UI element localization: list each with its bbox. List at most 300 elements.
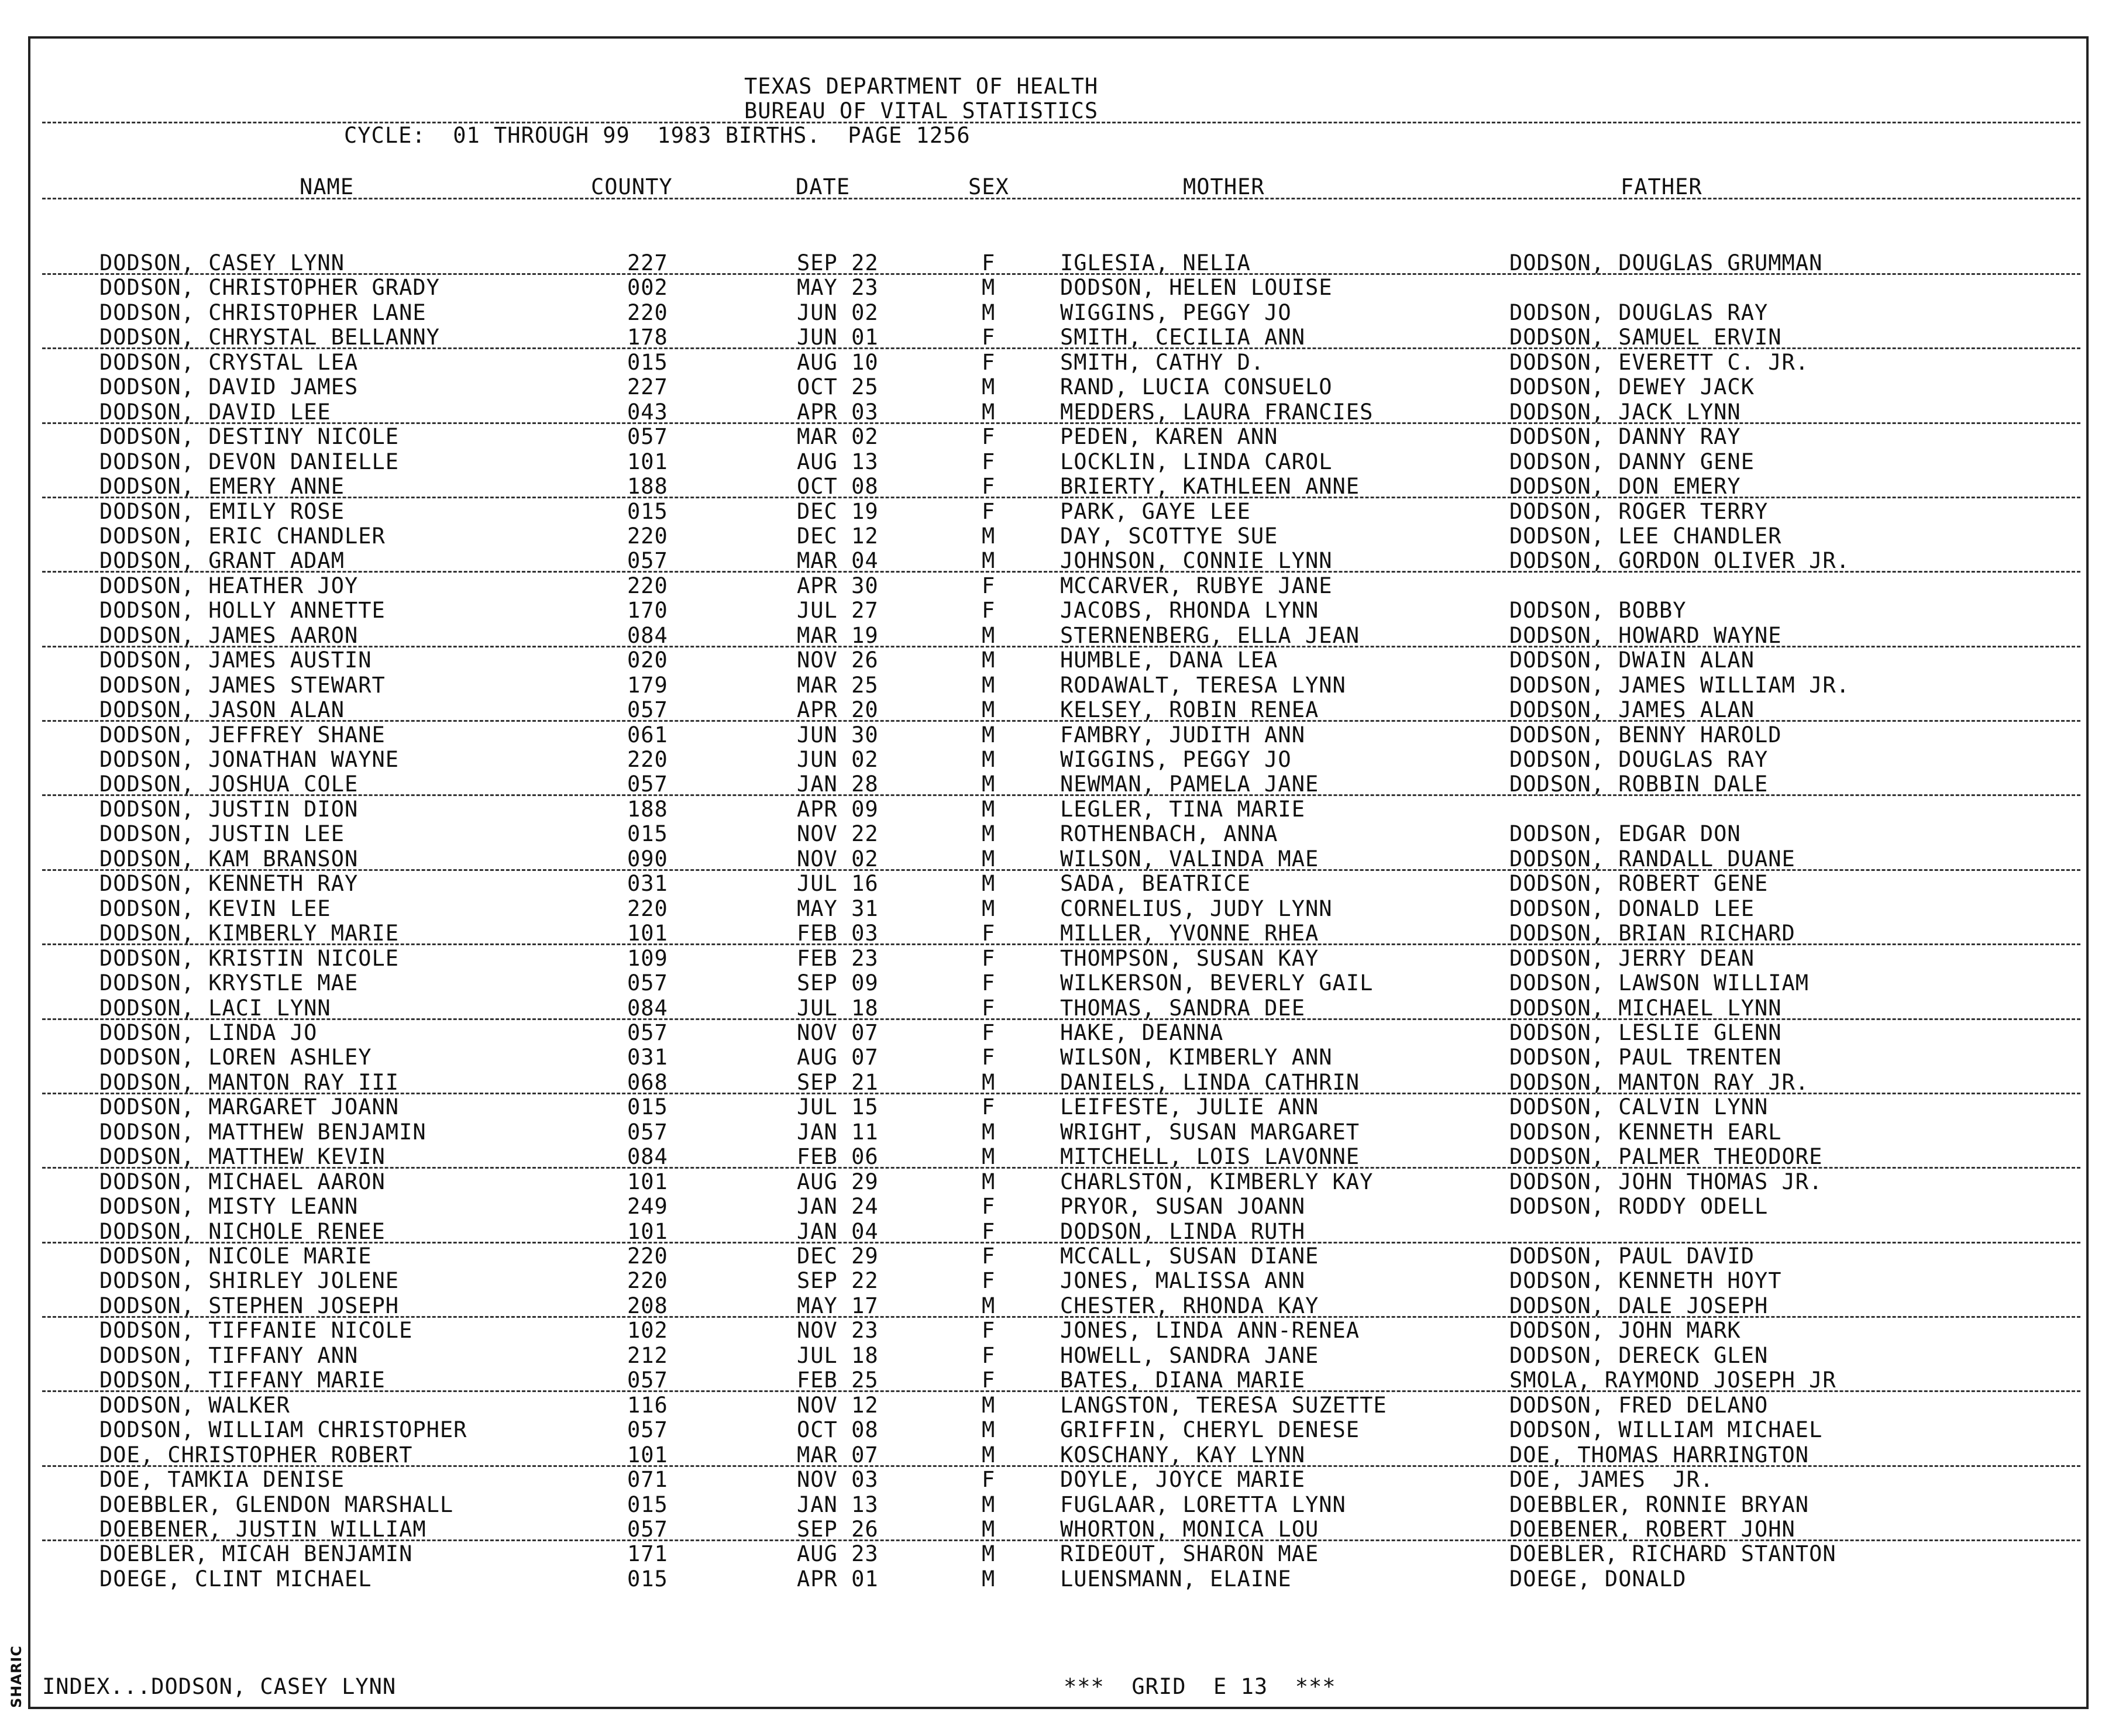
cell-sex: F <box>982 1194 996 1220</box>
cell-date: JUN 01 <box>797 325 879 350</box>
table-row <box>0 972 2112 995</box>
cell-county: 220 <box>627 1244 668 1269</box>
index-label: INDEX...DODSON, CASEY LYNN <box>42 1674 397 1699</box>
cell-mother: MEDDERS, LAURA FRANCIES <box>1060 399 1374 425</box>
cell-county: 061 <box>627 722 668 748</box>
cell-mother: SMITH, CATHY D. <box>1060 349 1265 375</box>
cell-date: MAY 23 <box>797 275 879 301</box>
cell-name: DODSON, JAMES AARON <box>99 622 359 648</box>
cell-county: 101 <box>627 449 668 474</box>
table-row <box>0 1369 2112 1392</box>
cell-sex: F <box>982 1318 996 1344</box>
cell-mother: RIDEOUT, SHARON MAE <box>1060 1541 1319 1567</box>
row-rule <box>42 497 2080 498</box>
table-row <box>0 897 2112 921</box>
cell-sex: M <box>982 1516 996 1542</box>
cell-date: AUG 29 <box>797 1169 879 1194</box>
cell-county: 057 <box>627 970 668 996</box>
cell-mother: JONES, LINDA ANN-RENEA <box>1060 1318 1360 1344</box>
cell-date: MAY 31 <box>797 895 879 921</box>
cell-county: 057 <box>627 697 668 723</box>
cell-date: DEC 19 <box>797 498 879 524</box>
cell-county: 227 <box>627 250 668 275</box>
cell-name: DODSON, TIFFANY ANN <box>99 1342 359 1368</box>
cell-county: 057 <box>627 771 668 797</box>
table-row <box>0 798 2112 821</box>
table-row <box>0 724 2112 747</box>
table-row <box>0 947 2112 970</box>
cell-county: 116 <box>627 1392 668 1418</box>
cell-sex: M <box>982 1069 996 1095</box>
cell-name: DODSON, KRISTIN NICOLE <box>99 945 400 971</box>
cell-date: APR 30 <box>797 573 879 598</box>
cell-county: 220 <box>627 573 668 598</box>
cell-mother: KOSCHANY, KAY LYNN <box>1060 1442 1305 1468</box>
cell-name: DODSON, SHIRLEY JOLENE <box>99 1268 400 1294</box>
cell-sex: M <box>982 1293 996 1318</box>
cell-sex: M <box>982 722 996 748</box>
cell-mother: KELSEY, ROBIN RENEA <box>1060 697 1319 723</box>
cell-name: DODSON, MICHAEL AARON <box>99 1169 386 1194</box>
cell-county: 057 <box>627 1417 668 1443</box>
cell-sex: M <box>982 1492 996 1517</box>
cell-father: DODSON, MANTON RAY JR. <box>1509 1069 1810 1095</box>
cell-mother: WILKERSON, BEVERLY GAIL <box>1060 970 1374 996</box>
cell-county: 188 <box>627 796 668 822</box>
cell-name: DODSON, JAMES STEWART <box>99 672 386 698</box>
cell-father: DODSON, LAWSON WILLIAM <box>1509 970 1810 996</box>
cell-county: 084 <box>627 622 668 648</box>
cell-name: DODSON, JOSHUA COLE <box>99 771 359 797</box>
cell-mother: LEIFESTE, JULIE ANN <box>1060 1094 1319 1120</box>
cell-name: DODSON, JAMES AUSTIN <box>99 647 372 673</box>
cell-name: DOEBLER, MICAH BENJAMIN <box>99 1541 413 1567</box>
cell-father: DODSON, GORDON OLIVER JR. <box>1509 548 1850 574</box>
cell-date: APR 01 <box>797 1566 879 1592</box>
cell-county: 090 <box>627 846 668 872</box>
cell-county: 015 <box>627 1566 668 1592</box>
cell-mother: HAKE, DEANNA <box>1060 1019 1224 1045</box>
cell-sex: F <box>982 1368 996 1393</box>
cell-father: DODSON, PAUL DAVID <box>1509 1244 1755 1269</box>
cell-father: DODSON, JERRY DEAN <box>1509 945 1755 971</box>
cell-sex: F <box>982 1467 996 1493</box>
table-row <box>0 1518 2112 1541</box>
table-row <box>0 1344 2112 1368</box>
table-row <box>0 922 2112 945</box>
cell-date: JAN 04 <box>797 1218 879 1244</box>
cell-name: DODSON, ERIC CHANDLER <box>99 523 386 549</box>
cell-sex: M <box>982 548 996 574</box>
cell-name: DODSON, WILLIAM CHRISTOPHER <box>99 1417 467 1443</box>
cell-sex: M <box>982 1144 996 1170</box>
cell-name: DODSON, LACI LYNN <box>99 995 331 1021</box>
cell-county: 179 <box>627 672 668 698</box>
cell-sex: M <box>982 697 996 723</box>
cell-date: SEP 21 <box>797 1069 879 1095</box>
cell-county: 102 <box>627 1318 668 1344</box>
cell-name: DODSON, KAM BRANSON <box>99 846 359 872</box>
column-header-rule <box>42 198 2080 199</box>
cycle-line: CYCLE: 01 THROUGH 99 1983 BIRTHS. PAGE 1256 <box>344 123 971 148</box>
cell-father: DODSON, SAMUEL ERVIN <box>1509 325 1782 350</box>
row-rule <box>42 943 2080 945</box>
cell-father: DODSON, DANNY RAY <box>1509 424 1741 450</box>
table-row <box>0 1394 2112 1417</box>
cell-name: DODSON, CHRISTOPHER GRADY <box>99 275 440 301</box>
cell-date: APR 09 <box>797 796 879 822</box>
cell-county: 220 <box>627 299 668 325</box>
cell-mother: ROTHENBACH, ANNA <box>1060 821 1278 847</box>
cell-father: DODSON, ROGER TERRY <box>1509 498 1769 524</box>
cell-date: DEC 29 <box>797 1244 879 1269</box>
cell-date: NOV 02 <box>797 846 879 872</box>
cell-name: DODSON, NICOLE MARIE <box>99 1244 372 1269</box>
cell-sex: M <box>982 821 996 847</box>
cell-county: 101 <box>627 1442 668 1468</box>
cell-date: MAR 02 <box>797 424 879 450</box>
table-row <box>0 848 2112 871</box>
table-row <box>0 401 2112 424</box>
cell-father: DODSON, DEWEY JACK <box>1509 374 1755 400</box>
cell-sex: F <box>982 1045 996 1070</box>
cell-sex: M <box>982 1417 996 1443</box>
cell-county: 220 <box>627 747 668 772</box>
cell-sex: F <box>982 349 996 375</box>
cell-father: DODSON, JOHN THOMAS JR. <box>1509 1169 1823 1194</box>
cell-father: DODSON, DOUGLAS GRUMMAN <box>1509 250 1823 275</box>
cell-name: DODSON, JASON ALAN <box>99 697 345 723</box>
side-label: SHARIC <box>8 1645 25 1708</box>
cell-father: DODSON, DON EMERY <box>1509 474 1741 500</box>
cell-date: NOV 23 <box>797 1318 879 1344</box>
cell-mother: DAY, SCOTTYE SUE <box>1060 523 1278 549</box>
cell-father: DODSON, DANNY GENE <box>1509 449 1755 474</box>
cell-mother: WIGGINS, PEGGY JO <box>1060 299 1292 325</box>
cell-date: OCT 08 <box>797 1417 879 1443</box>
cell-mother: LOCKLIN, LINDA CAROL <box>1060 449 1333 474</box>
cell-father: DOEBENER, ROBERT JOHN <box>1509 1516 1795 1542</box>
column-header-date: DATE <box>796 174 851 199</box>
table-row <box>0 1021 2112 1045</box>
cell-mother: LANGSTON, TERESA SUZETTE <box>1060 1392 1387 1418</box>
cell-sex: F <box>982 945 996 971</box>
cell-sex: M <box>982 647 996 673</box>
cell-father: DODSON, DWAIN ALAN <box>1509 647 1755 673</box>
cell-county: 057 <box>627 1516 668 1542</box>
cell-date: FEB 06 <box>797 1144 879 1170</box>
table-row <box>0 624 2112 647</box>
cell-county: 002 <box>627 275 668 301</box>
cell-name: DODSON, JONATHAN WAYNE <box>99 747 400 772</box>
table-row <box>0 599 2112 622</box>
cell-father: DODSON, PAUL TRENTEN <box>1509 1045 1782 1070</box>
cell-sex: M <box>982 299 996 325</box>
cell-mother: MITCHELL, LOIS LAVONNE <box>1060 1144 1360 1170</box>
cell-name: DOEGE, CLINT MICHAEL <box>99 1566 372 1592</box>
cell-sex: F <box>982 498 996 524</box>
cell-mother: WRIGHT, SUSAN MARGARET <box>1060 1119 1360 1145</box>
cell-father: DODSON, BRIAN RICHARD <box>1509 921 1795 946</box>
cell-name: DODSON, JUSTIN DION <box>99 796 359 822</box>
table-row <box>0 450 2112 474</box>
cell-mother: JACOBS, RHONDA LYNN <box>1060 598 1319 624</box>
cell-name: DODSON, KRYSTLE MAE <box>99 970 359 996</box>
table-row <box>0 1145 2112 1169</box>
cell-name: DODSON, HOLLY ANNETTE <box>99 598 386 624</box>
cell-father: DODSON, ROBBIN DALE <box>1509 771 1769 797</box>
cell-date: JUL 15 <box>797 1094 879 1120</box>
cell-name: DOEBBLER, GLENDON MARSHALL <box>99 1492 454 1517</box>
cell-date: JUL 18 <box>797 995 879 1021</box>
cell-mother: HOWELL, SANDRA JANE <box>1060 1342 1319 1368</box>
cell-county: 015 <box>627 498 668 524</box>
cell-father: DODSON, RANDALL DUANE <box>1509 846 1795 872</box>
cell-father: DODSON, FRED DELANO <box>1509 1392 1769 1418</box>
cell-father: DODSON, JAMES ALAN <box>1509 697 1755 723</box>
cell-mother: GRIFFIN, CHERYL DENESE <box>1060 1417 1360 1443</box>
cell-county: 068 <box>627 1069 668 1095</box>
cell-county: 249 <box>627 1194 668 1220</box>
cell-sex: F <box>982 598 996 624</box>
cell-sex: F <box>982 1218 996 1244</box>
cell-date: MAY 17 <box>797 1293 879 1318</box>
table-row <box>0 376 2112 399</box>
cell-father: DODSON, BENNY HAROLD <box>1509 722 1782 748</box>
column-header-county: COUNTY <box>591 174 673 199</box>
table-row <box>0 1046 2112 1069</box>
cell-county: 043 <box>627 399 668 425</box>
cell-sex: M <box>982 622 996 648</box>
table-row <box>0 773 2112 796</box>
cell-mother: JOHNSON, CONNIE LYNN <box>1060 548 1333 574</box>
cell-name: DODSON, HEATHER JOY <box>99 573 359 598</box>
cell-father: DOEGE, DONALD <box>1509 1566 1687 1592</box>
cell-county: 057 <box>627 1019 668 1045</box>
cell-name: DODSON, MATTHEW BENJAMIN <box>99 1119 426 1145</box>
cell-father: DODSON, DERECK GLEN <box>1509 1342 1769 1368</box>
cell-mother: WHORTON, MONICA LOU <box>1060 1516 1319 1542</box>
cell-sex: F <box>982 921 996 946</box>
cell-father: DODSON, DOUGLAS RAY <box>1509 747 1769 772</box>
cell-father: DODSON, PALMER THEODORE <box>1509 1144 1823 1170</box>
cell-county: 220 <box>627 1268 668 1294</box>
cell-date: JAN 24 <box>797 1194 879 1220</box>
cell-mother: DODSON, LINDA RUTH <box>1060 1218 1305 1244</box>
cell-father: DOE, JAMES JR. <box>1509 1467 1714 1493</box>
cell-sex: F <box>982 1244 996 1269</box>
cell-father: DODSON, HOWARD WAYNE <box>1509 622 1782 648</box>
cell-mother: DODSON, HELEN LOUISE <box>1060 275 1333 301</box>
cell-date: NOV 07 <box>797 1019 879 1045</box>
cell-name: DODSON, DEVON DANIELLE <box>99 449 400 474</box>
cell-name: DODSON, DAVID JAMES <box>99 374 359 400</box>
cell-sex: M <box>982 871 996 897</box>
cell-father: DODSON, JAMES WILLIAM JR. <box>1509 672 1850 698</box>
row-rule <box>42 1390 2080 1392</box>
column-header-mother: MOTHER <box>1183 174 1265 199</box>
cell-sex: M <box>982 1566 996 1592</box>
table-row <box>0 1269 2112 1293</box>
cell-father: DODSON, JOHN MARK <box>1509 1318 1741 1344</box>
cell-date: FEB 03 <box>797 921 879 946</box>
cell-county: 031 <box>627 1045 668 1070</box>
cell-name: DODSON, NICHOLE RENEE <box>99 1218 386 1244</box>
table-row <box>0 425 2112 449</box>
cell-mother: SADA, BEATRICE <box>1060 871 1251 897</box>
cell-father: DODSON, CALVIN LYNN <box>1509 1094 1769 1120</box>
cell-sex: M <box>982 796 996 822</box>
cell-name: DOEBENER, JUSTIN WILLIAM <box>99 1516 426 1542</box>
table-row <box>0 301 2112 325</box>
column-header-father: FATHER <box>1621 174 1702 199</box>
table-row <box>0 1220 2112 1244</box>
cell-father: DODSON, EVERETT C. JR. <box>1509 349 1810 375</box>
cell-sex: M <box>982 895 996 921</box>
cell-date: APR 20 <box>797 697 879 723</box>
cell-name: DODSON, LOREN ASHLEY <box>99 1045 372 1070</box>
cell-sex: M <box>982 1169 996 1194</box>
cell-sex: M <box>982 771 996 797</box>
table-row <box>0 872 2112 895</box>
grid-label: *** GRID E 13 *** <box>1064 1674 1336 1699</box>
cell-father: DODSON, BOBBY <box>1509 598 1687 624</box>
cell-mother: RODAWALT, TERESA LYNN <box>1060 672 1346 698</box>
cell-date: MAR 07 <box>797 1442 879 1468</box>
cell-county: 170 <box>627 598 668 624</box>
cell-mother: CHESTER, RHONDA KAY <box>1060 1293 1319 1318</box>
table-row <box>0 1468 2112 1492</box>
cell-mother: PARK, GAYE LEE <box>1060 498 1251 524</box>
cell-county: 101 <box>627 1169 668 1194</box>
table-row <box>0 1245 2112 1268</box>
row-rule <box>42 347 2080 349</box>
cell-mother: DOYLE, JOYCE MARIE <box>1060 1467 1305 1493</box>
cell-father: DODSON, LESLIE GLENN <box>1509 1019 1782 1045</box>
cell-mother: CHARLSTON, KIMBERLY KAY <box>1060 1169 1374 1194</box>
table-row <box>0 525 2112 548</box>
cell-date: AUG 23 <box>797 1541 879 1567</box>
bureau-title: BUREAU OF VITAL STATISTICS <box>744 98 1099 123</box>
cell-mother: SMITH, CECILIA ANN <box>1060 325 1305 350</box>
cell-sex: F <box>982 1019 996 1045</box>
cell-county: 212 <box>627 1342 668 1368</box>
cell-father: DODSON, DONALD LEE <box>1509 895 1755 921</box>
cell-date: SEP 22 <box>797 1268 879 1294</box>
cell-sex: F <box>982 970 996 996</box>
cell-date: JUN 30 <box>797 722 879 748</box>
cell-name: DODSON, WALKER <box>99 1392 290 1418</box>
cell-name: DODSON, MISTY LEANN <box>99 1194 359 1220</box>
table-row <box>0 351 2112 374</box>
cell-name: DOE, TAMKIA DENISE <box>99 1467 345 1493</box>
cell-father: DODSON, RODDY ODELL <box>1509 1194 1769 1220</box>
cell-date: JUL 16 <box>797 871 879 897</box>
row-rule <box>42 571 2080 573</box>
cell-date: FEB 25 <box>797 1368 879 1393</box>
cell-date: SEP 22 <box>797 250 879 275</box>
table-row <box>0 1071 2112 1094</box>
cell-father: DODSON, EDGAR DON <box>1509 821 1741 847</box>
cell-sex: F <box>982 474 996 500</box>
cell-name: DODSON, TIFFANIE NICOLE <box>99 1318 413 1344</box>
cell-name: DODSON, JUSTIN LEE <box>99 821 345 847</box>
cell-mother: MCCALL, SUSAN DIANE <box>1060 1244 1319 1269</box>
cell-sex: M <box>982 747 996 772</box>
cell-sex: M <box>982 523 996 549</box>
cell-father: DOE, THOMAS HARRINGTON <box>1509 1442 1810 1468</box>
cell-county: 057 <box>627 548 668 574</box>
cell-date: SEP 26 <box>797 1516 879 1542</box>
cell-father: DODSON, WILLIAM MICHAEL <box>1509 1417 1823 1443</box>
cell-sex: M <box>982 846 996 872</box>
cell-county: 101 <box>627 1218 668 1244</box>
cell-father: DODSON, LEE CHANDLER <box>1509 523 1782 549</box>
cell-mother: THOMPSON, SUSAN KAY <box>1060 945 1319 971</box>
cell-date: NOV 03 <box>797 1467 879 1493</box>
table-row <box>0 1444 2112 1467</box>
cell-sex: M <box>982 1442 996 1468</box>
cell-sex: M <box>982 1119 996 1145</box>
table-row <box>0 1294 2112 1318</box>
cell-county: 057 <box>627 1368 668 1393</box>
table-row <box>0 549 2112 573</box>
cell-date: JAN 11 <box>797 1119 879 1145</box>
cell-mother: PRYOR, SUSAN JOANN <box>1060 1194 1305 1220</box>
cell-county: 015 <box>627 1094 668 1120</box>
cell-mother: LUENSMANN, ELAINE <box>1060 1566 1292 1592</box>
cell-date: OCT 25 <box>797 374 879 400</box>
cell-name: DODSON, DESTINY NICOLE <box>99 424 400 450</box>
cell-sex: F <box>982 1342 996 1368</box>
cell-mother: JONES, MALISSA ANN <box>1060 1268 1305 1294</box>
cell-sex: F <box>982 250 996 275</box>
cell-sex: M <box>982 672 996 698</box>
table-row <box>0 1418 2112 1442</box>
cell-name: DODSON, CRYSTAL LEA <box>99 349 359 375</box>
cell-date: NOV 26 <box>797 647 879 673</box>
table-row <box>0 1170 2112 1194</box>
cell-county: 109 <box>627 945 668 971</box>
cell-date: NOV 22 <box>797 821 879 847</box>
cell-father: DODSON, JACK LYNN <box>1509 399 1741 425</box>
column-header-sex: SEX <box>968 174 1009 199</box>
cell-mother: THOMAS, SANDRA DEE <box>1060 995 1305 1021</box>
cell-county: 057 <box>627 1119 668 1145</box>
table-row <box>0 1121 2112 1144</box>
cell-mother: BATES, DIANA MARIE <box>1060 1368 1305 1393</box>
cell-sex: M <box>982 1392 996 1418</box>
cell-date: AUG 10 <box>797 349 879 375</box>
cell-name: DODSON, KIMBERLY MARIE <box>99 921 400 946</box>
table-row <box>0 1096 2112 1119</box>
cell-name: DODSON, CASEY LYNN <box>99 250 345 275</box>
cell-date: DEC 12 <box>797 523 879 549</box>
cell-sex: M <box>982 1541 996 1567</box>
cell-county: 188 <box>627 474 668 500</box>
table-row <box>0 1493 2112 1517</box>
cell-date: AUG 07 <box>797 1045 879 1070</box>
cell-date: MAR 25 <box>797 672 879 698</box>
cell-sex: F <box>982 1094 996 1120</box>
table-row <box>0 1568 2112 1591</box>
cell-date: APR 03 <box>797 399 879 425</box>
cell-date: JAN 28 <box>797 771 879 797</box>
cell-name: DODSON, CHRISTOPHER LANE <box>99 299 426 325</box>
row-rule <box>42 1167 2080 1169</box>
cell-name: DODSON, STEPHEN JOSEPH <box>99 1293 400 1318</box>
cell-name: DODSON, MANTON RAY III <box>99 1069 400 1095</box>
